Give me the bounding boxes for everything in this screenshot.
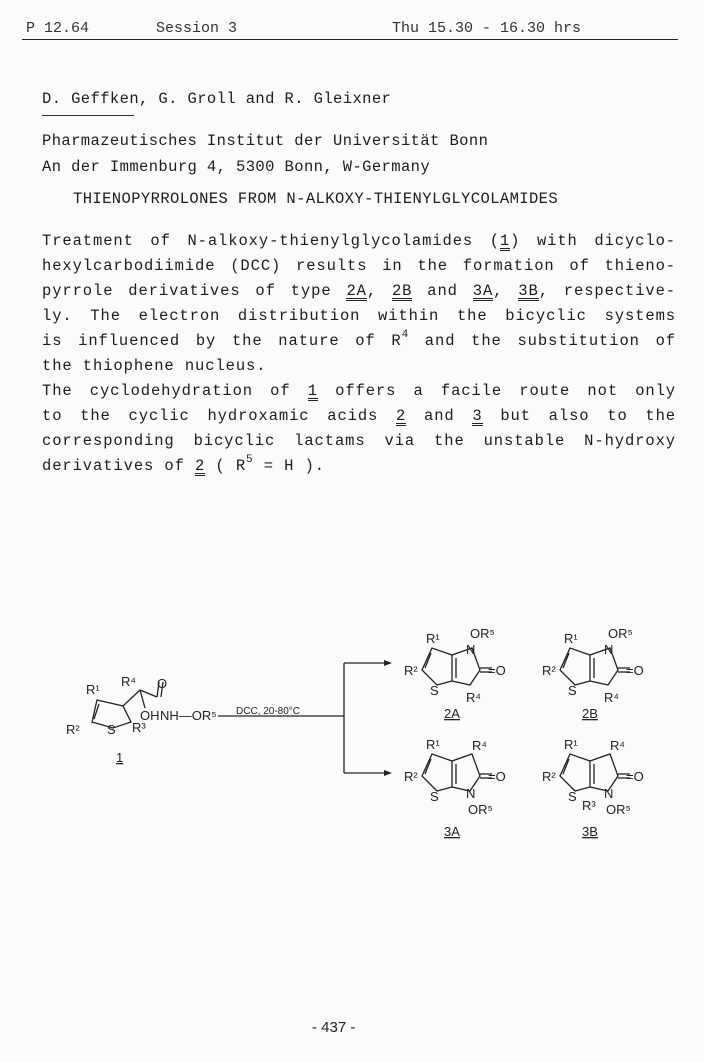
body-line: corresponding bicyclic lactams via the unstable N-hydroxy <box>42 432 676 450</box>
abstract-code: P 12.64 <box>26 20 90 37</box>
label-r1: R¹ <box>564 631 578 646</box>
label-r4: R⁴ <box>604 690 619 705</box>
label-or5: OR⁵ <box>608 626 633 641</box>
label-o: O <box>157 676 168 691</box>
label-r2: R² <box>542 663 556 678</box>
compound-ref: 3A <box>472 282 494 300</box>
text: Treatment of N-alkoxy-thienylglycolamides ( <box>42 232 500 250</box>
label-o: =O <box>626 663 644 678</box>
label-s: S <box>107 722 116 737</box>
affiliation-address: An der Immenburg 4, 5300 Bonn, W-Germany <box>42 158 431 176</box>
compound-3A-structure <box>404 737 506 839</box>
label-r2: R² <box>404 663 418 678</box>
arrow-head-icon <box>384 770 392 776</box>
compound-id: 3B <box>582 824 598 839</box>
label-s: S <box>568 789 577 804</box>
label-s: S <box>430 789 439 804</box>
text: ) with dicyclo- <box>510 232 676 250</box>
text: and <box>406 407 473 425</box>
compound-id: 3A <box>444 824 460 839</box>
label-o: =O <box>488 769 506 784</box>
compound-ref: 3B <box>518 282 539 300</box>
compound-ref: 2 <box>396 407 407 425</box>
compound-ref: 3 <box>472 407 483 425</box>
text: but also to the <box>482 407 677 425</box>
label-or5: OR⁵ <box>606 802 631 817</box>
reagent-label: DCC, 20-80°C <box>236 706 301 717</box>
body-line: the thiophene nucleus. <box>42 357 267 375</box>
text: The cyclodehydration of <box>42 382 308 400</box>
label-r1: R¹ <box>564 737 578 752</box>
authors: D. Geffken, G. Groll and R. Gleixner <box>42 90 392 108</box>
page-number: - 437 - <box>312 1019 356 1036</box>
text: pyrrole derivatives of type <box>42 282 347 300</box>
label-r2: R² <box>66 722 80 737</box>
label-r1: R¹ <box>426 737 440 752</box>
superscript: 5 <box>246 454 254 466</box>
text: , respective- <box>538 282 677 300</box>
reaction-arrow <box>218 663 386 773</box>
text: and <box>412 282 473 300</box>
text: ( R <box>205 457 247 475</box>
compound-ref: 2A <box>346 282 367 300</box>
text: , <box>366 282 392 300</box>
label-r1: R¹ <box>86 682 100 697</box>
label-r3: R³ <box>132 720 146 735</box>
label-s: S <box>430 683 439 698</box>
label-oh: OH <box>140 708 160 723</box>
label-or5: OR⁵ <box>470 626 495 641</box>
label-o: =O <box>488 663 506 678</box>
compound-3B-structure <box>542 737 644 839</box>
label-r2: R² <box>404 769 418 784</box>
label-s: S <box>568 683 577 698</box>
label-n: N <box>466 786 476 801</box>
label-r4: R⁴ <box>121 674 136 689</box>
compound-ref: 1 <box>499 232 511 250</box>
arrow-head-icon <box>384 660 392 666</box>
compound-ref: 1 <box>307 382 318 400</box>
label-n: N <box>604 642 614 657</box>
label-r4: R⁴ <box>472 738 487 753</box>
label-o: =O <box>626 769 644 784</box>
affiliation-institute: Pharmazeutisches Institut der Universität Bonn <box>42 132 489 150</box>
compound-2A-structure <box>404 626 506 721</box>
abstract-title: THIENOPYRROLONES FROM N-ALKOXY-THIENYLGLYCOLAMIDES <box>73 190 559 208</box>
label-nhor5: NH—OR⁵ <box>160 708 217 723</box>
session-time: Thu 15.30 - 16.30 hrs <box>392 20 582 37</box>
superscript: 4 <box>401 329 410 341</box>
body-line: hexylcarbodiimide (DCC) results in the formation of thieno- <box>42 257 676 275</box>
text: and the substitution of <box>409 332 676 350</box>
text: offers a facile route not only <box>317 382 677 400</box>
label-n: N <box>604 786 614 801</box>
text: to the cyclic hydroxamic acids <box>42 407 397 425</box>
label-n: N <box>466 642 476 657</box>
compound-2B-structure <box>542 626 644 721</box>
compound-id: 1 <box>116 750 124 765</box>
text: = H ). <box>253 457 325 475</box>
text: , <box>493 282 519 300</box>
session-label: Session 3 <box>156 20 238 37</box>
compound-id: 2B <box>582 706 598 721</box>
label-r2: R² <box>542 769 556 784</box>
label-or5: OR⁵ <box>468 802 493 817</box>
label-r3: R³ <box>582 798 596 813</box>
compound-ref: 2 <box>195 457 206 475</box>
text: derivatives of <box>42 457 196 475</box>
label-r4: R⁴ <box>466 690 481 705</box>
label-r1: R¹ <box>426 631 440 646</box>
compound-id: 2A <box>444 706 460 721</box>
body-line: ly. The electron distribution within the bicyclic systems <box>42 307 676 325</box>
label-r4: R⁴ <box>610 738 625 753</box>
text: is influenced by the nature of R <box>42 332 402 350</box>
compound-ref: 2B <box>391 282 413 300</box>
